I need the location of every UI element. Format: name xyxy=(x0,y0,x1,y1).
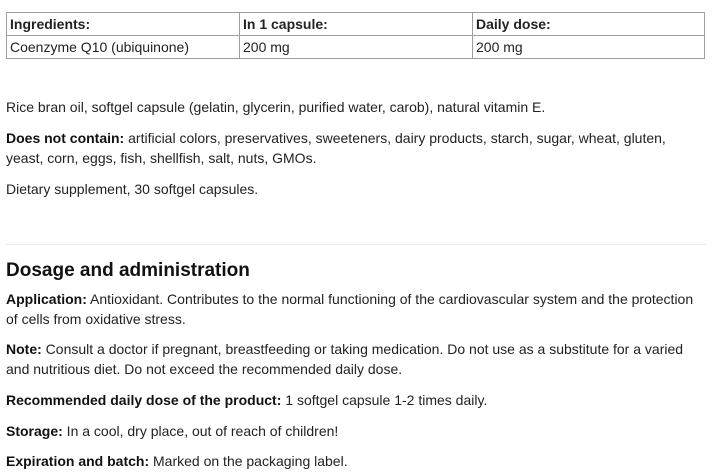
note xyxy=(6,339,706,379)
application-label: Application: xyxy=(6,291,87,307)
does-not-contain-label: Does not contain: xyxy=(6,130,125,146)
application xyxy=(6,289,706,329)
ingredients-table xyxy=(6,12,705,59)
recommended-dose-text: 1 softgel capsule 1-2 times daily. xyxy=(281,392,488,408)
storage xyxy=(6,421,706,441)
cell-per-capsule: 200 mg xyxy=(240,36,473,59)
note-text: Consult a doctor if pregnant, breastfeeding or taking medication. Do not use as a substitute for a varied and nutritious diet. Do not exceed the recommended daily dose. xyxy=(6,341,684,377)
other-ingredients xyxy=(6,97,706,117)
table-header-row xyxy=(7,13,705,36)
expiration-text: Marked on the packaging label. xyxy=(149,453,348,469)
does-not-contain-text: artificial colors, preservatives, sweeteners, dairy products, starch, sugar, wheat, gluten, yeast, corn, eggs, fish, shellfish, salt, nuts, GMOs. xyxy=(6,130,666,166)
expiration-label: Expiration and batch: xyxy=(6,453,150,469)
cell-ingredient-name: Coenzyme Q10 (ubiquinone) xyxy=(7,36,240,59)
section-divider xyxy=(6,244,706,245)
application-text: Antioxidant. Contributes to the normal functioning of the cardiovascular system and the protection of cells from oxidative stress. xyxy=(6,291,694,327)
does-not-contain xyxy=(6,128,706,168)
header-ingredients: Ingredients: xyxy=(7,13,240,36)
header-per-capsule: In 1 capsule: xyxy=(240,13,473,36)
note-label: Note: xyxy=(6,341,42,357)
dosage-heading: Dosage and administration xyxy=(6,260,250,281)
package-note-text: Dietary supplement, 30 softgel capsules. xyxy=(6,181,259,197)
expiration xyxy=(6,451,706,471)
header-daily-dose: Daily dose: xyxy=(473,13,705,36)
other-ingredients-text: Rice bran oil, softgel capsule (gelatin, glycerin, purified water, carob), natural vitamin E. xyxy=(6,99,546,115)
recommended-dose-label: Recommended daily dose of the product: xyxy=(6,392,282,408)
recommended-dose xyxy=(6,390,706,410)
table-row xyxy=(7,36,705,59)
package-note xyxy=(6,179,706,199)
storage-label: Storage: xyxy=(6,423,63,439)
cell-daily-dose: 200 mg xyxy=(473,36,705,59)
storage-text: In a cool, dry place, out of reach of children! xyxy=(62,423,339,439)
